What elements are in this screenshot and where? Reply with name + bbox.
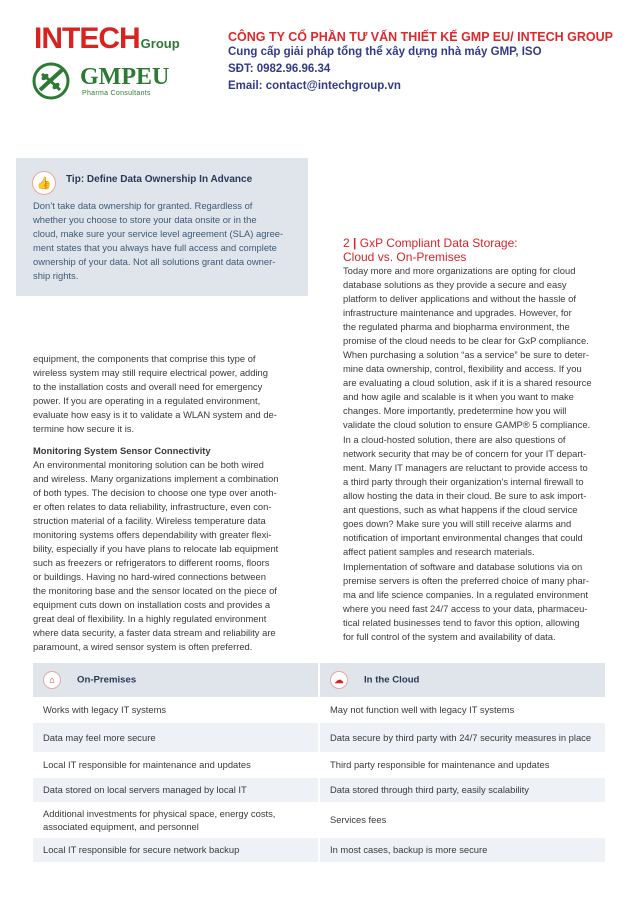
intech-logo-text: INTECH [34,22,140,55]
table-cell: Third party responsible for maintenance and updates [319,752,605,777]
text-line: network security that may be of concern for your IT depart- [343,448,587,459]
text-line: for full control of the system and availability of data. [343,631,556,642]
text-line: An environmental monitoring solution can be both wired [33,459,264,470]
right-paragraph-2 [343,433,613,559]
text-line: Today more and more organizations are opting for cloud [343,265,576,276]
text-line: er often relates to data reliability, infrastructure, even con- [33,501,272,512]
text-line: promise of the cloud needs to be clear for GxP compliance. [343,335,589,346]
thumbs-up-icon: 👍 [32,171,56,195]
text-line: bility, especially if you have plans to relocate lab equipment [33,543,279,554]
text-line: such as freezers or refrigerators to different rooms, floors [33,557,270,568]
text-line: power. If you are operating in a regulated environment, [33,395,261,406]
text-line: ma and life science companies. In a regulated environment [343,589,588,600]
text-line: changes. More importantly, predetermine how you will [343,405,567,416]
header-label: On-Premises [77,674,137,686]
table-cell: May not function well with legacy IT systems [319,697,605,722]
section-heading [343,236,518,264]
text-line: of both types. The decision to choose one type over anoth- [33,487,277,498]
header-in-the-cloud [319,663,605,697]
table-row [33,802,605,837]
table-header-row [33,663,605,697]
table-cell: Local IT responsible for secure network backup [33,837,319,862]
company-tagline: Cung cấp giải pháp tổng thể xây dựng nhà máy GMP, ISO [228,46,542,58]
table-cell: Services fees [319,802,605,837]
table-cell: Local IT responsible for maintenance and updates [33,752,319,777]
text-line: struction material of a facility. Wireless temperature data [33,515,266,526]
text-line: In a cloud-hosted solution, there are also questions of [343,434,566,445]
table-cell: Works with legacy IT systems [33,697,319,722]
section-bar: | [353,236,357,250]
text-line: When purchasing a solution “as a service” be sure to deter- [343,349,589,360]
text-line: paramount, a wired sensor system is often preferred. [33,641,253,652]
gmp-logo-subtitle: Pharma Consultants [82,90,151,97]
text-line: and wireless. Many organizations implement a combination [33,473,279,484]
tip-line: ownership of your data. Not all solutions grant data owner- [33,256,276,267]
tip-line: Don’t take data ownership for granted. Regardless of [33,200,253,211]
text-line: the regulated pharma and biopharma environment, the [343,321,570,332]
table-cell: Data may feel more secure [33,722,319,752]
tip-line: cloud, make sure your service level agreement (SLA) agree- [33,228,284,239]
table-row [33,697,605,722]
text-line: tical related businesses tend to favor this option, allowing [343,617,580,628]
right-paragraph-1 [343,264,613,432]
text-line: goes down? Make sure you will still receive alarms and [343,518,572,529]
text-line: wireless system may still require electrical power, adding [33,367,268,378]
house-icon: ⌂ [43,671,61,689]
tip-title: Tip: Define Data Ownership In Advance [66,174,253,185]
text-line: a third party through their organization’s internal firewall to [343,476,584,487]
table-cell: In most cases, backup is more secure [319,837,605,862]
left-intro-paragraph [33,352,313,436]
company-name: CÔNG TY CỔ PHẦN TƯ VẤN THIẾT KẾ GMP EU/ INTECH GROUP [228,30,613,44]
text-line: equipment, the components that comprise this type of [33,353,256,364]
table-row [33,837,605,862]
table-cell: Data stored through third party, easily scalability [319,777,605,802]
table-row [33,722,605,752]
gmp-logo-text: GMPEU [80,64,170,90]
text-line: monitoring systems offers dependability with greater flexi- [33,529,272,540]
right-paragraph-3 [343,560,613,644]
text-line: and how agile and scalable is it when you want to make [343,391,574,402]
text-line: database solutions as they provide a secure and easy [343,279,567,290]
tip-line: ship rights. [33,270,79,281]
company-phone: SĐT: 0982.96.96.34 [228,63,331,75]
table-cell: Additional investments for physical space, energy costs, associated equipment, and personnel [33,802,319,837]
section-number: 2 [343,236,350,250]
intech-logo [34,22,180,61]
text-line: where you need fast 24/7 access to your data, pharmaceu- [343,603,588,614]
text-line: Implementation of software and database solutions via on [343,561,583,572]
tip-line: ment states that you always have full access and complete [33,242,277,253]
section-heading-line-1 [343,236,518,250]
company-email[interactable]: Email: contact@intechgroup.vn [228,80,401,92]
header-label: In the Cloud [364,674,420,686]
left-sensor-section [33,444,313,654]
text-line: termine how secure it is. [33,423,135,434]
table-cell: Data stored on local servers managed by local IT [33,777,319,802]
text-line: where data security, a faster data stream and reliability are [33,627,276,638]
text-line: mine data ownership, control, flexibility and access. If you [343,363,582,374]
tip-line: whether you choose to store your data onsite or in the [33,214,257,225]
text-line: ment. Many IT managers are reluctant to provide access to [343,462,588,473]
intech-logo-group-text: Group [140,36,180,51]
text-line: premise servers is often the preferred choice of many phar- [343,575,589,586]
text-line: notification of important environmental changes that could [343,532,583,543]
text-line: platform to deliver applications and without the hassle of [343,293,576,304]
text-line: to the installation costs and overall need for emergency [33,381,263,392]
section-subheading: Monitoring System Sensor Connectivity [33,445,211,456]
comparison-table [33,663,605,863]
text-line: the monitoring base and the sensor located on the piece of [33,585,277,596]
text-line: allow hosting the data in their cloud. Be sure to ask import- [343,490,587,501]
table-cell: Data secure by third party with 24/7 security measures in place [319,722,605,752]
table-row [33,777,605,802]
text-line: equipment cuts down on installation costs and provides a [33,599,271,610]
text-line: infrastructure maintenance and upgrades. However, for [343,307,572,318]
section-subtitle: Cloud vs. On-Premises [343,250,467,264]
text-line: evaluate how easy is it to validate a WLAN system and de- [33,409,277,420]
table-row [33,752,605,777]
header-on-premises [33,663,319,697]
cloud-icon: ☁ [330,671,348,689]
text-line: great deal of flexibility. In a highly regulated environment [33,613,267,624]
section-title: GxP Compliant Data Storage: [359,236,518,250]
text-line: are evaluating a cloud solution, ask if it is a shared resource [343,377,592,388]
text-line: ant questions, such as what happens if the cloud service [343,504,578,515]
text-line: or buildings. Having no hard-wired connections between [33,571,266,582]
gmp-leaf-logo-icon [32,62,70,100]
text-line: affect patient samples and research materials. [343,546,535,557]
text-line: validate the cloud solution to ensure GAMP® 5 compliance. [343,419,591,430]
tip-body [33,199,295,283]
